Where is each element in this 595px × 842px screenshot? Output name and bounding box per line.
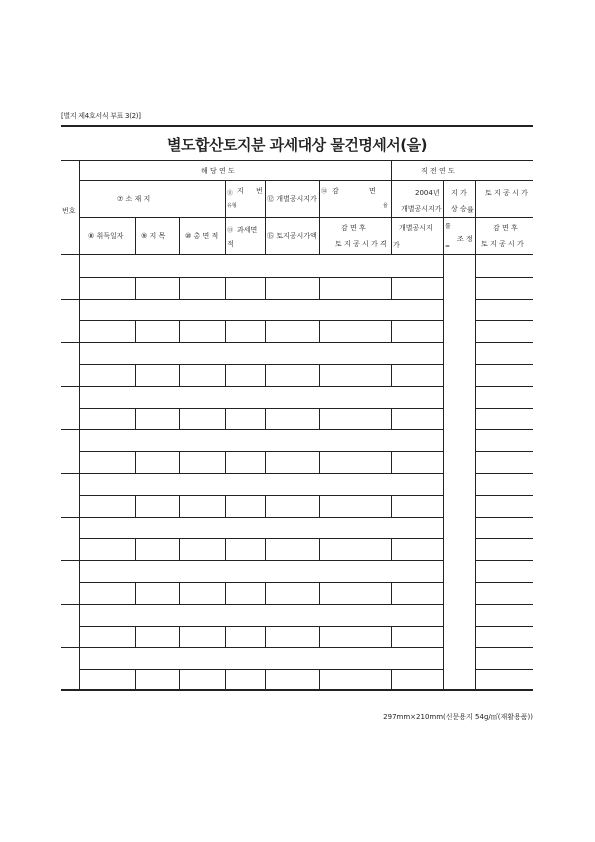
jibun-num: ⑪ [227, 190, 234, 197]
header-line [79, 217, 533, 218]
table-row [61, 342, 533, 386]
footer-note: 297mm×210mm(신문용지 54g/㎡(재활용품)) [383, 713, 533, 721]
prior-year-label: 직 전 연 도 [421, 167, 455, 175]
page-title: 별도합산토지분 과세대상 물건명세서(을) [167, 136, 427, 154]
after-reduction2-label-a: 감 면 후 [493, 224, 518, 232]
taxable-area-label-b: 적 [227, 240, 234, 248]
table-row [61, 386, 533, 430]
year2004-label-b: 개별공시지가 [401, 205, 442, 213]
adjust-label-c: 조 정 [457, 235, 473, 243]
header-divider [319, 181, 320, 255]
jibun-label-c: 유형 [227, 203, 237, 209]
jibun-label-b: 번 [256, 187, 263, 195]
official-price2-label-b: 가 [393, 241, 400, 249]
table-row [61, 604, 533, 648]
header-divider [179, 218, 180, 255]
adjust-label-b: = [445, 243, 451, 250]
form-label: [별지 제4호서식 부표 3(2)] [61, 112, 141, 120]
number-label: 번호 [62, 207, 76, 215]
table-row [61, 429, 533, 473]
reduction-label-a: 감 [332, 187, 339, 195]
table-row [61, 517, 533, 561]
rise-label-c: 률 [467, 206, 474, 214]
reduction-label-b: 면 [369, 187, 376, 195]
header-divider [135, 218, 136, 255]
table-row [61, 647, 533, 691]
header-divider [79, 161, 80, 255]
land-category-label: ⑨ 지 목 [141, 232, 166, 240]
header-line [79, 180, 533, 181]
total-area-label: ⑩ 총 면 적 [185, 232, 219, 240]
after-reduction-label-a: 감 면 후 [341, 224, 366, 232]
current-year-label: 해 당 연 도 [201, 167, 235, 175]
adjust-label-a: 률 [445, 223, 451, 230]
rise-label-a: 지 가 [451, 189, 467, 197]
header-divider [225, 181, 226, 255]
official-price2-label: 개별공시지 [399, 224, 433, 232]
tax-object-form [61, 125, 533, 691]
acquisition-date-label: ⑧ 취득일자 [88, 232, 124, 240]
taxable-area-num: ⑬ [227, 227, 234, 234]
taxable-area-label-a: 과세면 [237, 226, 258, 234]
header-divider [265, 181, 266, 255]
year2004-label-a: 2004년 [415, 189, 440, 197]
reduction-num: ⑭ [321, 188, 328, 195]
reduction-label-c: 율 [383, 203, 388, 209]
header-divider [443, 181, 444, 255]
table-row [61, 255, 533, 299]
after-reduction2-label-b: 토 지 공 시 가 [481, 240, 524, 248]
rise-label-b: 상 승 [451, 205, 467, 213]
title-row [61, 127, 533, 161]
jibun-label-a: 지 [237, 187, 244, 195]
header-divider [391, 161, 392, 255]
official-price-label: ⑫ 개별공시지가 [267, 195, 317, 203]
land-price-prior-label: 토 지 공 시 가 [485, 189, 528, 197]
location-label: ⑦ 소 재 지 [117, 195, 151, 203]
land-price-label: ⑮ 토지공시가액 [267, 232, 317, 240]
header-divider [475, 181, 476, 255]
table-row [61, 560, 533, 604]
after-reduction-label-b: 토 지 공 시 가 격 [335, 240, 387, 248]
table-row [61, 299, 533, 343]
table-row [61, 473, 533, 517]
